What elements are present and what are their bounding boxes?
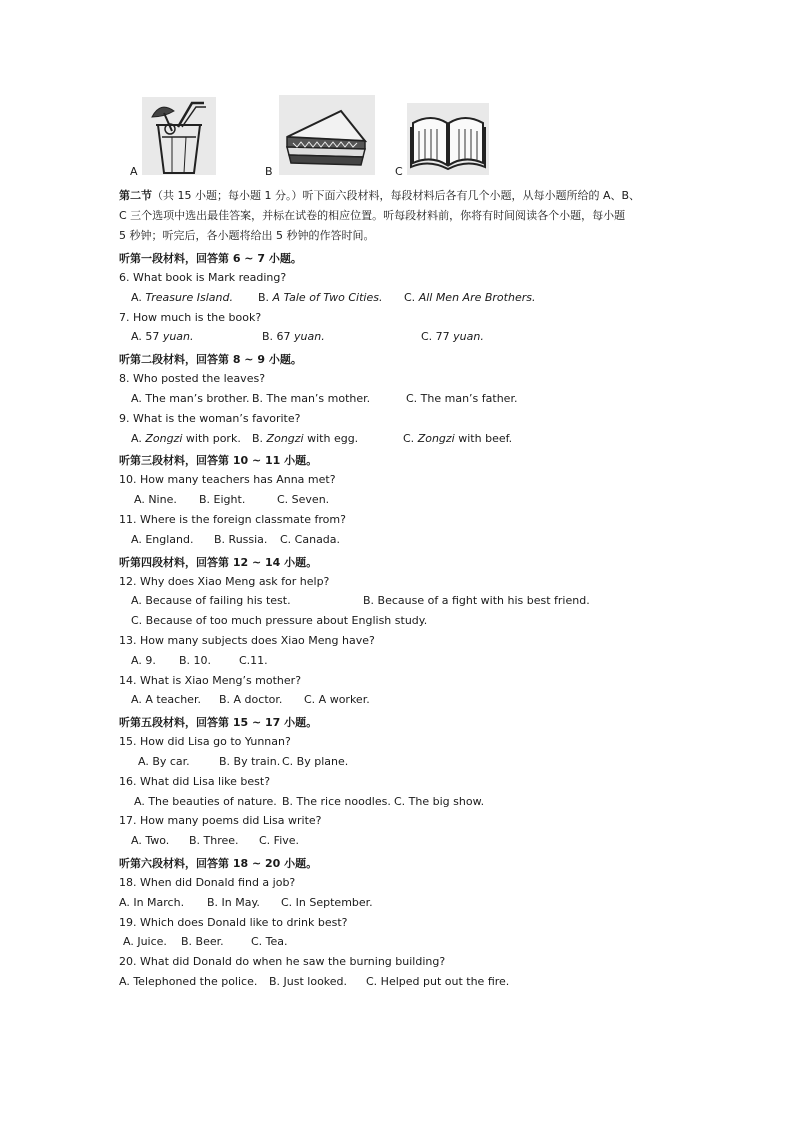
question-text: 15. How did Lisa go to Yunnan? bbox=[119, 735, 291, 749]
option-text: C.11. bbox=[239, 653, 268, 667]
answer-options bbox=[119, 611, 699, 631]
answer-option[interactable] bbox=[281, 893, 373, 913]
answer-option[interactable] bbox=[181, 932, 224, 952]
answer-option[interactable] bbox=[207, 893, 260, 913]
option-italic-text: Zongzi bbox=[145, 431, 183, 445]
answer-option[interactable] bbox=[304, 690, 370, 710]
material-title: 听第一段材料，回答第 6 ~ 7 小题。 bbox=[119, 252, 302, 265]
option-text: C. The man’s father. bbox=[406, 391, 518, 405]
answer-options bbox=[119, 327, 699, 347]
answer-options bbox=[119, 429, 699, 449]
option-text: A. Because of failing his test. bbox=[131, 594, 291, 608]
question-text: 8. Who posted the leaves? bbox=[119, 372, 266, 386]
option-text: C. Tea. bbox=[251, 935, 288, 949]
question-text: 11. Where is the foreign classmate from? bbox=[119, 512, 346, 526]
question-text: 16. What did Lisa like best? bbox=[119, 774, 271, 788]
picture-option-a bbox=[130, 95, 220, 180]
answer-options bbox=[119, 389, 699, 409]
material-title: 听第三段材料，回答第 10 ~ 11 小题。 bbox=[119, 454, 318, 468]
material-sections bbox=[119, 249, 699, 992]
option-text: A. Two. bbox=[131, 834, 170, 848]
answer-options bbox=[119, 530, 699, 550]
open-book-icon bbox=[407, 103, 489, 175]
listening-section bbox=[119, 186, 699, 992]
question-text: 12. Why does Xiao Meng ask for help? bbox=[119, 574, 330, 588]
answer-option[interactable] bbox=[131, 429, 241, 449]
answer-option[interactable] bbox=[214, 530, 267, 550]
answer-option[interactable] bbox=[404, 288, 535, 308]
option-text: A. England. bbox=[131, 532, 194, 546]
option-text-suffix: with pork. bbox=[182, 431, 241, 445]
option-text: C. By plane. bbox=[282, 754, 349, 768]
answer-option[interactable] bbox=[219, 752, 280, 772]
answer-option[interactable] bbox=[123, 932, 167, 952]
option-text: A. The man’s brother. bbox=[131, 391, 250, 405]
option-text: A. In March. bbox=[119, 895, 185, 909]
option-text: B. Three. bbox=[189, 834, 239, 848]
option-text: C. Helped put out the fire. bbox=[366, 974, 510, 988]
answer-option[interactable] bbox=[394, 792, 484, 812]
option-italic-text: All Men Are Brothers. bbox=[418, 290, 536, 304]
question-text: 13. How many subjects does Xiao Meng have? bbox=[119, 633, 375, 647]
answer-options bbox=[119, 792, 699, 812]
answer-option[interactable] bbox=[282, 752, 348, 772]
section-heading: 第二节 bbox=[119, 189, 152, 202]
answer-option[interactable] bbox=[119, 972, 257, 992]
question-text: 20. What did Donald do when he saw the burning building? bbox=[119, 955, 446, 969]
answer-options bbox=[119, 752, 699, 772]
section-instructions bbox=[119, 186, 699, 246]
answer-option[interactable] bbox=[406, 389, 517, 409]
option-text: B. 67 bbox=[262, 330, 295, 344]
option-text: C. 77 bbox=[421, 330, 454, 344]
answer-options bbox=[119, 690, 699, 710]
option-italic-text: yuan. bbox=[162, 330, 194, 344]
answer-options bbox=[119, 831, 699, 851]
option-text: C. Five. bbox=[259, 834, 300, 848]
instruction-line-2: C 三个选项中选出最佳答案，并标在试卷的相应位置。听每段材料前，你将有时间阅读各个小题，每小题 bbox=[119, 209, 626, 222]
answer-option[interactable] bbox=[131, 591, 291, 611]
question-text: 6. What book is Mark reading? bbox=[119, 271, 287, 284]
instruction-line-1: （共 15 小题；每小题 1 分。）听下面六段材料，每段材料后各有几个小题，从每小题所给的 A、B、 bbox=[152, 189, 641, 202]
answer-option[interactable] bbox=[131, 611, 427, 631]
option-text: B. By train. bbox=[219, 754, 281, 768]
option-text-suffix: with beef. bbox=[454, 431, 513, 445]
picture-option-b bbox=[265, 95, 385, 180]
option-italic-text: A Tale of Two Cities. bbox=[272, 290, 383, 304]
answer-option[interactable] bbox=[252, 429, 358, 449]
picture-label-b: B bbox=[265, 165, 273, 178]
option-text: B. Russia. bbox=[214, 532, 268, 546]
option-text: C. Because of too much pressure about English study. bbox=[131, 614, 428, 628]
option-text: C. A worker. bbox=[304, 693, 370, 707]
option-text: A. Nine. bbox=[134, 493, 177, 507]
option-text: A. By car. bbox=[138, 754, 190, 768]
picture-label-c: C bbox=[395, 165, 403, 178]
question-text: 17. How many poems did Lisa write? bbox=[119, 814, 322, 828]
option-text: C. Canada. bbox=[280, 532, 341, 546]
option-text: A. 57 bbox=[131, 330, 163, 344]
option-text: C. bbox=[404, 290, 419, 304]
material-title: 听第五段材料，回答第 15 ~ 17 小题。 bbox=[119, 716, 318, 730]
answer-options bbox=[119, 932, 699, 952]
answer-option[interactable] bbox=[280, 530, 340, 550]
option-text: A. 9. bbox=[131, 653, 156, 667]
option-text: A. bbox=[131, 431, 146, 445]
option-text: A. A teacher. bbox=[131, 693, 201, 707]
option-text: A. bbox=[131, 290, 146, 304]
option-text: B. Beer. bbox=[181, 935, 224, 949]
option-text: B. The man’s mother. bbox=[252, 391, 371, 405]
option-text: B. Because of a fight with his best friend. bbox=[363, 594, 590, 608]
option-text: B. Just looked. bbox=[269, 974, 348, 988]
option-text: A. Telephoned the police. bbox=[119, 974, 258, 988]
sandwich-icon bbox=[279, 95, 375, 175]
answer-option[interactable] bbox=[282, 792, 391, 812]
answer-option[interactable] bbox=[269, 972, 347, 992]
answer-option[interactable] bbox=[134, 490, 177, 510]
picture-label-a: A bbox=[130, 165, 138, 178]
material-title: 听第四段材料，回答第 12 ~ 14 小题。 bbox=[119, 555, 318, 569]
option-italic-text: yuan. bbox=[294, 330, 325, 344]
answer-options bbox=[119, 490, 699, 510]
option-text: C. Seven. bbox=[277, 493, 330, 507]
option-italic-text: Zongzi bbox=[417, 431, 455, 445]
answer-option[interactable] bbox=[421, 327, 484, 347]
answer-option[interactable] bbox=[131, 327, 194, 347]
answer-option[interactable] bbox=[258, 288, 382, 308]
question-text: 7. How much is the book? bbox=[119, 310, 262, 324]
answer-option[interactable] bbox=[199, 490, 245, 510]
option-text: B. A doctor. bbox=[219, 693, 283, 707]
question-text: 10. How many teachers has Anna met? bbox=[119, 473, 336, 487]
answer-option[interactable] bbox=[131, 690, 201, 710]
answer-options bbox=[119, 591, 699, 611]
answer-option[interactable] bbox=[366, 972, 509, 992]
material-title: 听第六段材料，回答第 18 ~ 20 小题。 bbox=[119, 856, 318, 870]
answer-options bbox=[119, 972, 699, 992]
option-text: B. 10. bbox=[179, 653, 212, 667]
answer-option[interactable] bbox=[219, 690, 282, 710]
answer-option[interactable] bbox=[131, 651, 156, 671]
answer-option[interactable] bbox=[131, 831, 169, 851]
answer-option[interactable] bbox=[131, 389, 250, 409]
answer-option[interactable] bbox=[262, 327, 325, 347]
answer-option[interactable] bbox=[251, 932, 288, 952]
answer-option[interactable] bbox=[277, 490, 329, 510]
option-text: B. bbox=[258, 290, 273, 304]
answer-option[interactable] bbox=[363, 591, 590, 611]
answer-options bbox=[119, 288, 699, 308]
answer-option[interactable] bbox=[259, 831, 299, 851]
question-text: 9. What is the woman’s favorite? bbox=[119, 411, 301, 425]
answer-option[interactable] bbox=[131, 530, 193, 550]
option-text: B. In May. bbox=[207, 895, 260, 909]
option-italic-text: Treasure Island. bbox=[145, 290, 233, 304]
option-italic-text: yuan. bbox=[453, 330, 484, 344]
option-text: C. bbox=[403, 431, 418, 445]
picture-option-c bbox=[395, 95, 525, 180]
answer-option[interactable] bbox=[119, 893, 184, 913]
option-text: A. Juice. bbox=[123, 935, 167, 949]
instruction-line-3: 5 秒钟；听完后，各小题将给出 5 秒钟的作答时间。 bbox=[119, 229, 375, 242]
picture-options bbox=[130, 95, 630, 180]
question-text: 14. What is Xiao Meng’s mother? bbox=[119, 673, 302, 687]
question-text: 19. Which does Donald like to drink best? bbox=[119, 915, 348, 929]
drink-cup-icon bbox=[142, 97, 216, 175]
answer-option[interactable] bbox=[134, 792, 277, 812]
option-text-suffix: with egg. bbox=[303, 431, 359, 445]
answer-option[interactable] bbox=[239, 651, 268, 671]
option-text: C. In September. bbox=[281, 895, 373, 909]
question-text: 18. When did Donald find a job? bbox=[119, 875, 296, 889]
answer-options bbox=[119, 893, 699, 913]
answer-option[interactable] bbox=[252, 389, 370, 409]
option-text: B. bbox=[252, 431, 267, 445]
option-text: A. The beauties of nature. bbox=[134, 794, 277, 808]
material-title: 听第二段材料，回答第 8 ~ 9 小题。 bbox=[119, 353, 302, 367]
answer-option[interactable] bbox=[138, 752, 190, 772]
option-text: B. The rice noodles. bbox=[282, 794, 391, 808]
option-text: C. The big show. bbox=[394, 794, 485, 808]
option-italic-text: Zongzi bbox=[266, 431, 304, 445]
answer-option[interactable] bbox=[403, 429, 512, 449]
answer-option[interactable] bbox=[179, 651, 211, 671]
answer-options bbox=[119, 651, 699, 671]
answer-option[interactable] bbox=[131, 288, 233, 308]
option-text: B. Eight. bbox=[199, 493, 246, 507]
answer-option[interactable] bbox=[189, 831, 239, 851]
